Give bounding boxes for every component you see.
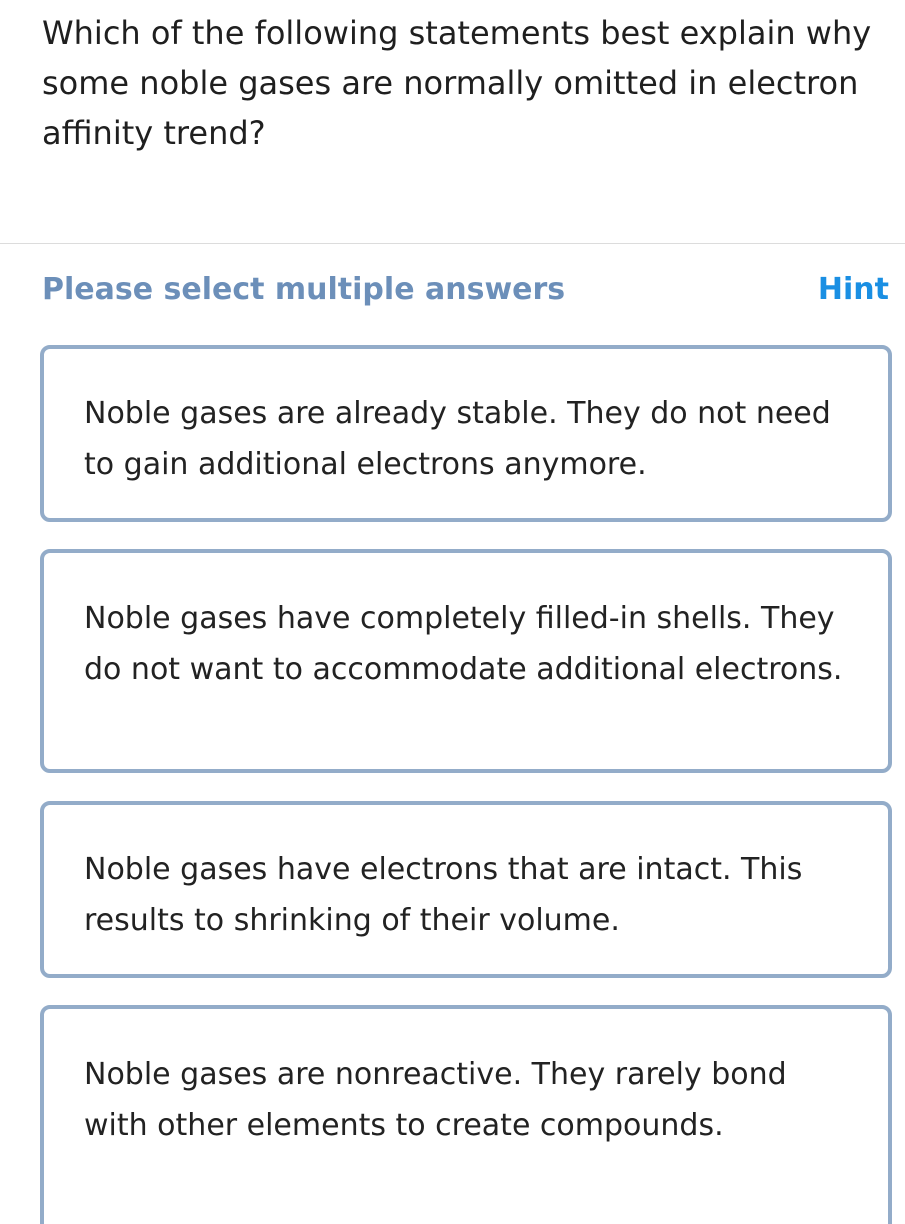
answer-option-3[interactable] [40, 801, 892, 978]
answer-option-4[interactable] [40, 1005, 892, 1224]
hint-button[interactable]: Hint [817, 272, 889, 307]
instruction-label: Please select multiple answers [42, 272, 566, 307]
answer-option-2[interactable] [40, 549, 892, 773]
answer-option-label: Noble gases have electrons that are intact. This results to shrinking of their volume. [84, 852, 803, 938]
answer-option-label: Noble gases are nonreactive. They rarely bond with other elements to create compounds. [84, 1057, 787, 1143]
answer-option-1[interactable] [40, 345, 892, 522]
answer-option-label: Noble gases have completely filled-in shells. They do not want to accommodate additional electrons. [84, 601, 843, 687]
answer-option-label: Noble gases are already stable. They do not need to gain additional electrons anymore. [84, 396, 831, 482]
divider [0, 243, 905, 244]
question-text: Which of the following statements best explain why some noble gases are normally omitted in electron affinity trend? [42, 14, 872, 152]
